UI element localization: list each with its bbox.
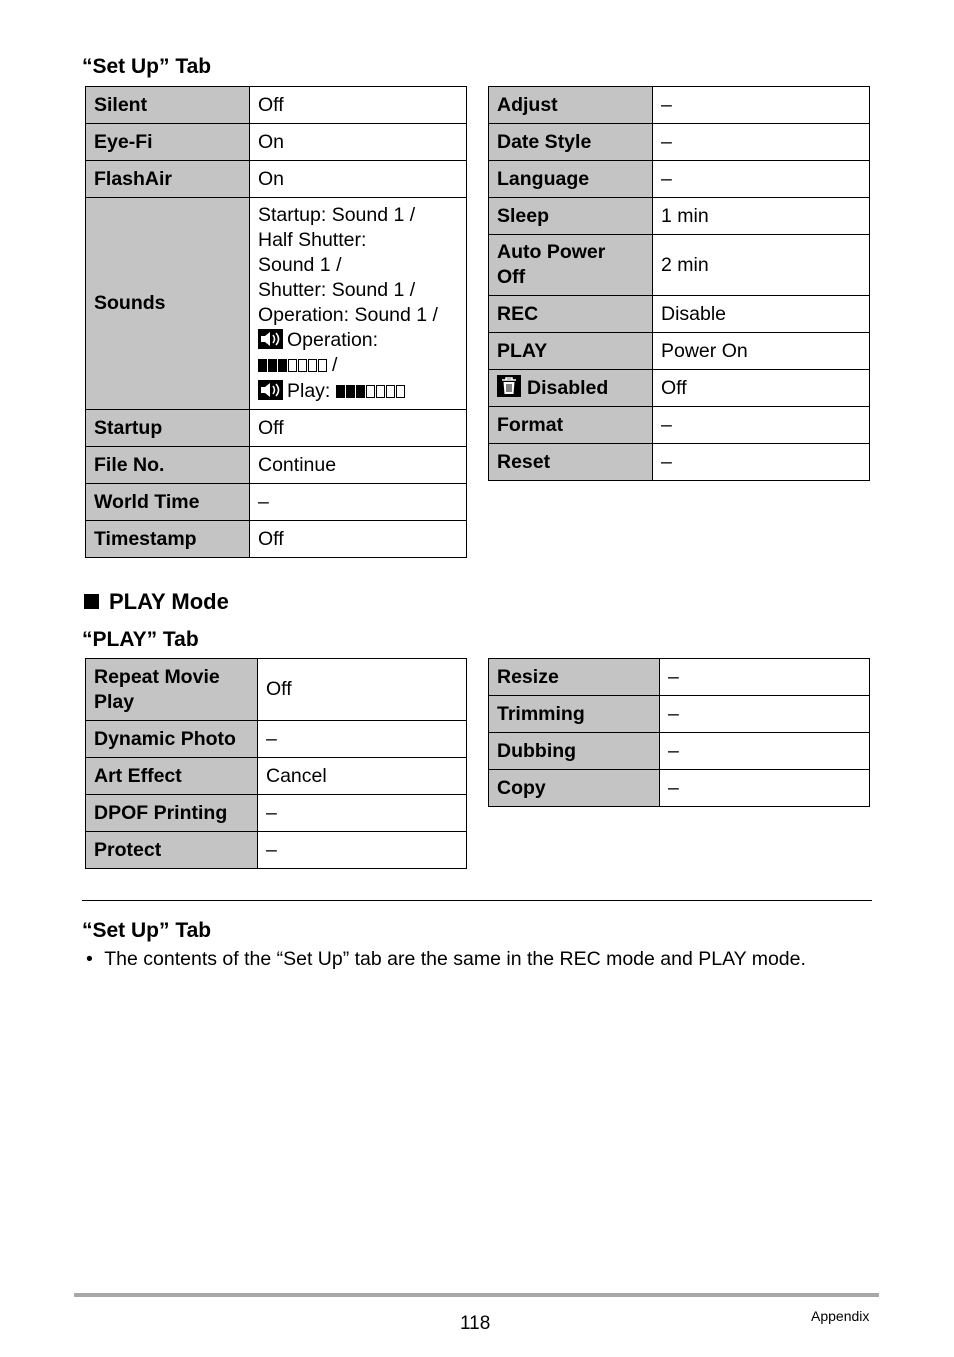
level-bar-empty — [366, 385, 375, 398]
play-left-table — [85, 658, 467, 869]
setting-value: Off — [653, 370, 870, 407]
setting-value: – — [250, 484, 467, 521]
level-bar-empty — [396, 385, 405, 398]
table-row — [86, 832, 467, 869]
sounds-value — [250, 198, 467, 410]
table-row — [489, 659, 870, 696]
setting-value: Off — [250, 521, 467, 558]
setting-name: Dynamic Photo — [86, 721, 258, 758]
sounds-line: Operation: Sound 1 / — [258, 303, 438, 326]
speaker-icon — [258, 329, 283, 349]
level-bar-empty — [318, 359, 327, 372]
sounds-line: Operation: — [258, 328, 466, 353]
level-bar-empty — [308, 359, 317, 372]
table-row — [489, 444, 870, 481]
setting-value: – — [258, 721, 467, 758]
setting-value: – — [258, 795, 467, 832]
setting-name: Format — [489, 407, 653, 444]
setting-value: On — [250, 124, 467, 161]
page-number: 118 — [460, 1313, 491, 1334]
play-tab-heading: “PLAY” Tab — [82, 628, 199, 651]
square-bullet-icon — [84, 594, 99, 609]
level-bar-empty — [386, 385, 395, 398]
setting-name: Disabled — [489, 370, 653, 407]
setting-value: 2 min — [653, 235, 870, 296]
setting-value: Off — [258, 659, 467, 721]
table-row — [489, 733, 870, 770]
table-row — [489, 198, 870, 235]
bullet-dot: • — [86, 948, 93, 970]
setting-name: DPOF Printing — [86, 795, 258, 832]
setup-tab-heading: “Set Up” Tab — [82, 55, 212, 78]
setting-value: – — [258, 832, 467, 869]
sounds-line: Sound 1 / — [258, 253, 342, 276]
level-bar-filled — [336, 385, 345, 398]
setting-name: Language — [489, 161, 653, 198]
setting-name: Trimming — [489, 696, 660, 733]
setting-name: Reset — [489, 444, 653, 481]
setup-note-text: The contents of the “Set Up” tab are the same in the REC mode and PLAY mode. — [104, 948, 806, 970]
setting-name: Startup — [86, 410, 250, 447]
table-row — [489, 161, 870, 198]
setting-name: Eye-Fi — [86, 124, 250, 161]
setting-name: Dubbing — [489, 733, 660, 770]
sounds-line: Half Shutter: — [258, 228, 367, 251]
table-row — [489, 235, 870, 296]
play-volume-level — [336, 380, 406, 405]
table-row — [86, 87, 467, 124]
table-row — [86, 758, 467, 795]
sounds-line: Play: — [258, 379, 466, 405]
table-row — [86, 521, 467, 558]
table-row — [489, 124, 870, 161]
table-row — [489, 407, 870, 444]
sounds-line: / — [258, 353, 466, 379]
setting-name: Resize — [489, 659, 660, 696]
speaker-icon — [258, 380, 283, 400]
setting-name: World Time — [86, 484, 250, 521]
table-row — [489, 370, 870, 407]
level-bar-filled — [356, 385, 365, 398]
sounds-line: Startup: Sound 1 / — [258, 203, 416, 226]
setting-name: REC — [489, 296, 653, 333]
setting-value: On — [250, 161, 467, 198]
sounds-line: Shutter: Sound 1 / — [258, 278, 416, 301]
setting-value: – — [660, 659, 870, 696]
setting-name: Silent — [86, 87, 250, 124]
setting-name: Adjust — [489, 87, 653, 124]
table-row — [489, 87, 870, 124]
setup-note — [86, 947, 806, 971]
table-row — [86, 161, 467, 198]
operation-volume-level — [258, 354, 328, 379]
divider — [82, 900, 872, 901]
setting-value: Disable — [653, 296, 870, 333]
setting-value: – — [653, 161, 870, 198]
setting-name: Sleep — [489, 198, 653, 235]
level-bar-filled — [268, 359, 277, 372]
table-row — [489, 333, 870, 370]
play-right-table — [488, 658, 870, 807]
table-row — [489, 770, 870, 807]
table-row — [86, 659, 467, 721]
setting-value: Off — [250, 410, 467, 447]
setting-name: Art Effect — [86, 758, 258, 795]
setting-name: PLAY — [489, 333, 653, 370]
section-label: Appendix — [811, 1308, 870, 1324]
setting-name: FlashAir — [86, 161, 250, 198]
table-row — [86, 410, 467, 447]
play-mode-title: PLAY Mode — [84, 589, 229, 615]
trash-icon — [497, 375, 521, 397]
setting-value: – — [653, 87, 870, 124]
setting-value: – — [653, 444, 870, 481]
table-row — [489, 696, 870, 733]
setting-value: – — [660, 770, 870, 807]
setting-name: File No. — [86, 447, 250, 484]
level-bar-empty — [288, 359, 297, 372]
setting-name: Repeat Movie Play — [86, 659, 258, 721]
setting-value: – — [660, 733, 870, 770]
setting-name: Copy — [489, 770, 660, 807]
setting-value: Off — [250, 87, 467, 124]
setting-name: Auto Power Off — [489, 235, 653, 296]
table-row — [86, 124, 467, 161]
level-bar-filled — [346, 385, 355, 398]
setup-left-table — [85, 86, 467, 558]
level-bar-empty — [298, 359, 307, 372]
table-row — [86, 447, 467, 484]
setting-value: Cancel — [258, 758, 467, 795]
table-row — [489, 296, 870, 333]
level-bar-filled — [258, 359, 267, 372]
setting-value: – — [653, 407, 870, 444]
table-row — [86, 795, 467, 832]
setting-name: Protect — [86, 832, 258, 869]
setting-name: Sounds — [86, 198, 250, 410]
level-bar-filled — [278, 359, 287, 372]
footer-rule — [74, 1293, 879, 1297]
setting-name: Date Style — [489, 124, 653, 161]
setting-name: Timestamp — [86, 521, 250, 558]
setting-value: Power On — [653, 333, 870, 370]
setting-value: 1 min — [653, 198, 870, 235]
table-row — [86, 484, 467, 521]
table-row-sounds — [86, 198, 467, 410]
table-row — [86, 721, 467, 758]
level-bar-empty — [376, 385, 385, 398]
setup-right-table — [488, 86, 870, 481]
setting-value: – — [660, 696, 870, 733]
setting-value: Continue — [250, 447, 467, 484]
setting-value: – — [653, 124, 870, 161]
setup-tab-note-heading: “Set Up” Tab — [82, 919, 212, 942]
